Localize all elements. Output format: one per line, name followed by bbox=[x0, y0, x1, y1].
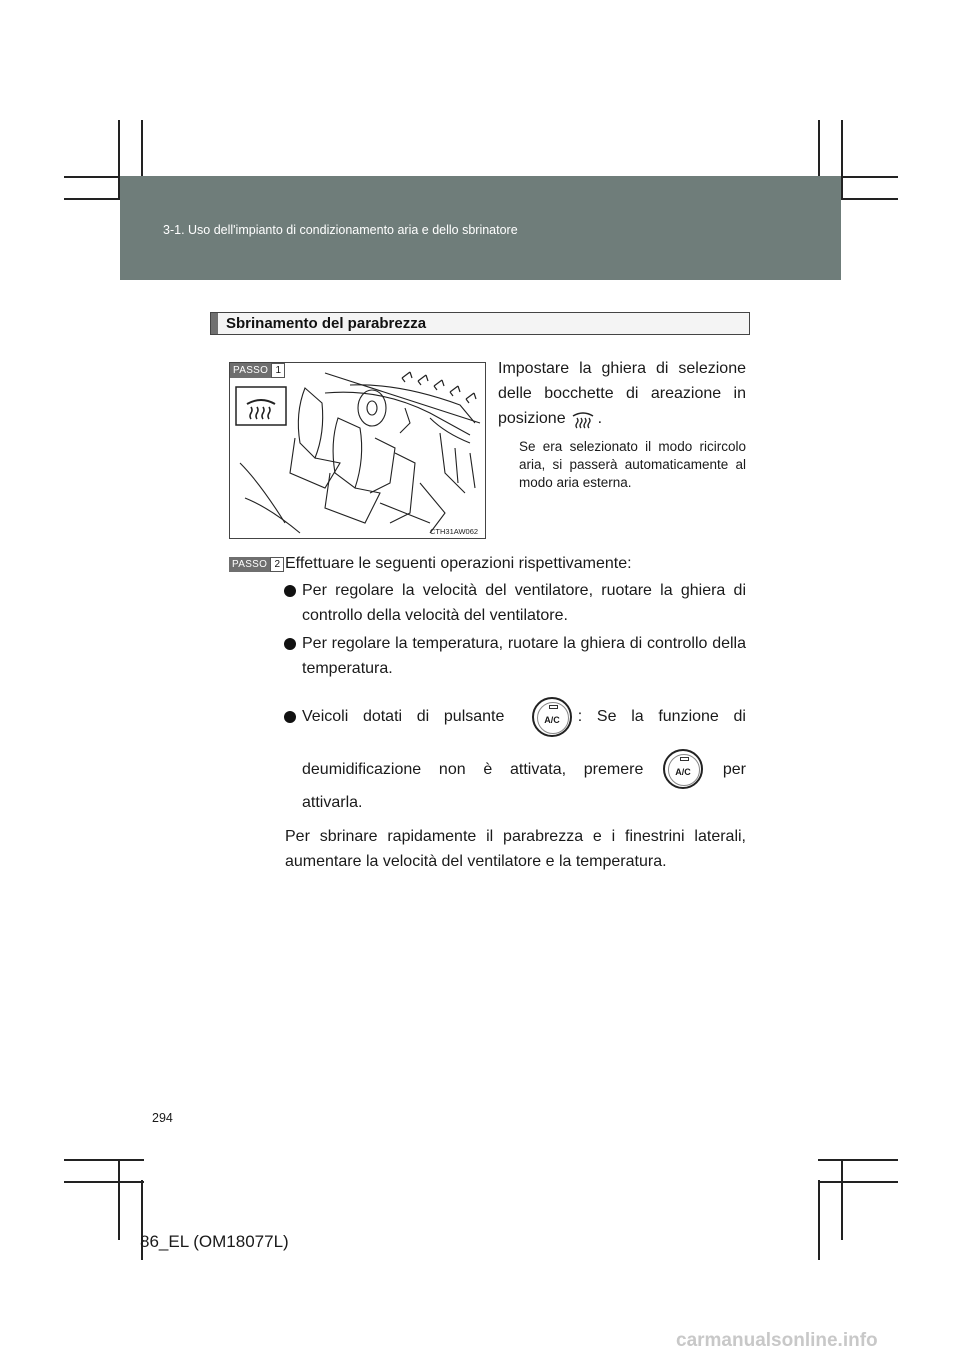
crop-mark bbox=[64, 1159, 144, 1161]
section-title: Sbrinamento del parabrezza bbox=[226, 315, 427, 332]
bullet-dot bbox=[284, 638, 296, 650]
word: attivata, bbox=[510, 761, 567, 778]
word: deumidificazione bbox=[302, 761, 422, 778]
word: dotati bbox=[362, 708, 403, 725]
section-accent bbox=[211, 313, 218, 334]
word: Se bbox=[596, 708, 617, 725]
word: funzione bbox=[658, 708, 719, 725]
ac-button-label: A/C bbox=[544, 715, 560, 725]
crop-mark bbox=[118, 1160, 120, 1240]
word: : bbox=[577, 708, 583, 725]
defroster-inline-icon bbox=[570, 408, 596, 430]
watermark: carmanualsonline.info bbox=[676, 1330, 878, 1351]
step1-line2: delle bocchette di areazione in bbox=[498, 385, 746, 402]
ac-indicator bbox=[680, 757, 689, 761]
word: la bbox=[631, 708, 644, 725]
bullet-dot bbox=[284, 711, 296, 723]
step1-line3-text: posizione bbox=[498, 410, 566, 427]
defroster-icon bbox=[236, 387, 286, 425]
step1-note: Se era selezionato il modo ricircolo aria, si passerà automaticamente al modo aria esterna. bbox=[519, 439, 746, 490]
ac-button-icon bbox=[663, 749, 703, 789]
step-tag-number: 2 bbox=[270, 557, 284, 572]
word: non bbox=[438, 761, 466, 778]
bullet-ac-line1 bbox=[302, 704, 746, 729]
interior-illustration bbox=[229, 362, 486, 539]
step2-intro: Effettuare le seguenti operazioni rispettivamente: bbox=[285, 555, 632, 572]
crop-mark bbox=[818, 1159, 898, 1161]
step-tag-word: PASSO bbox=[230, 363, 271, 378]
crop-mark bbox=[64, 1181, 144, 1183]
word: di bbox=[416, 708, 430, 725]
crop-mark bbox=[818, 1180, 820, 1260]
section-heading-box bbox=[210, 312, 750, 335]
bullet-fan-speed: Per regolare la velocità del ventilatore, ruotare la ghiera di controllo della velocità del ventilatore. bbox=[302, 582, 746, 624]
bullet-dot bbox=[284, 585, 296, 597]
word: per bbox=[722, 761, 746, 778]
closing-paragraph: Per sbrinare rapidamente il parabrezza e i finestrini laterali, aumentare la velocità del ventilatore e la temperatura. bbox=[285, 828, 746, 870]
manual-code: 86_EL (OM18077L) bbox=[140, 1232, 289, 1251]
ac-button-label: A/C bbox=[675, 767, 691, 777]
ac-button-icon bbox=[532, 697, 572, 737]
word: di bbox=[733, 708, 746, 725]
crop-mark bbox=[841, 120, 843, 200]
step-tag-number: 1 bbox=[271, 363, 285, 378]
figure-code: CTH31AW062 bbox=[430, 527, 479, 536]
bullet-temperature: Per regolare la temperatura, ruotare la ghiera di controllo della temperatura. bbox=[302, 635, 746, 677]
word: premere bbox=[583, 761, 644, 778]
step-tag-2 bbox=[229, 557, 284, 572]
step1-line3 bbox=[498, 406, 602, 431]
page-number: 294 bbox=[152, 1111, 173, 1125]
crop-mark bbox=[841, 1160, 843, 1240]
word: è bbox=[483, 761, 493, 778]
ac-indicator bbox=[549, 705, 558, 709]
step1-line3-period: . bbox=[597, 410, 603, 427]
word: pulsante bbox=[443, 708, 505, 725]
car-interior-drawing bbox=[230, 363, 485, 538]
word: Veicoli bbox=[302, 708, 349, 725]
step-tag-word: PASSO bbox=[229, 557, 270, 572]
bullet-ac-line3: attivarla. bbox=[302, 794, 363, 811]
crop-mark bbox=[818, 1181, 898, 1183]
chapter-header: 3-1. Uso dell'impianto di condizionamento aria e dello sbrinatore bbox=[163, 223, 518, 237]
step1-line1: Impostare la ghiera di selezione bbox=[498, 360, 746, 377]
